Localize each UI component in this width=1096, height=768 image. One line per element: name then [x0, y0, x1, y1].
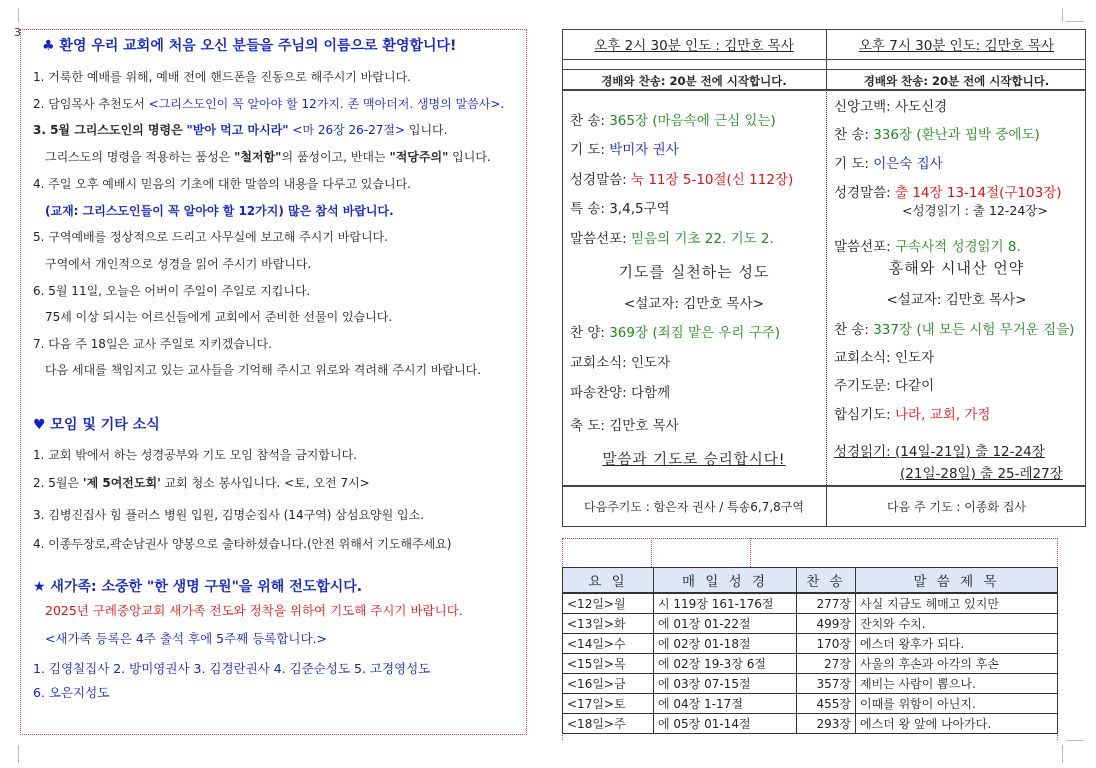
title-cell: 에스더 왕 앞에 나아가다.: [856, 714, 1058, 734]
notice-item-3: 3. 5월 그리스도인의 명령은 "받아 먹고 마시라" <마 26장 26-27절> 입니다.: [33, 123, 448, 137]
newcomer-registration: <새가족 등록은 4주 출석 후에 5주째 등록합니다.>: [45, 631, 328, 646]
reading-cell: 에 01장 01-22절: [654, 614, 797, 634]
table-row: [563, 593, 1058, 614]
next-week-pm7: 다음 주 기도 : 이종화 집사: [886, 500, 1027, 514]
notice-item-6-detail: 75세 이상 되시는 어르신들에게 교회에서 준비한 선물이 있습니다.: [45, 310, 393, 324]
title-cell: 이때를 위함이 아닌지.: [856, 694, 1058, 714]
pm2-special-song: 특 송: 3,4,5구역: [570, 201, 670, 217]
crop-mark: [1062, 8, 1063, 22]
pm7-bible-reading: 성경읽기: (14일-21일) 출 12-24장: [834, 444, 1045, 460]
crop-mark: [18, 745, 19, 763]
notice-item-5: 5. 구역예배를 정상적으로 드리고 사무실에 보고해 주시기 바랍니다.: [33, 230, 388, 244]
pm7-sermon-title: 홍해와 시내산 언약: [888, 259, 1025, 277]
reading-cell: 에 03장 07-15절: [654, 674, 797, 694]
hymn-cell: 293장: [797, 714, 856, 734]
title-cell: 사울의 후손과 아각의 후손: [856, 654, 1058, 674]
notice-item-7: 7. 다음 주 18일은 교사 주일로 지키겠습니다.: [33, 337, 272, 351]
meeting-item-4: 4. 이종두장로,곽순남권사 양봉으로 출타하셨습니다.(안전 위해서 기도해주세요): [33, 537, 452, 551]
hymn-cell: 455장: [797, 694, 856, 714]
newcomer-names: 1. 김영칠집사 2. 방미영권사 3. 김경란권사 4. 김준순성도 5. 고경영성도: [33, 661, 431, 676]
table-row: [563, 614, 1058, 634]
day-cell: <12일>월: [563, 593, 654, 614]
pm2-benediction: 축 도: 김만호 목사: [570, 418, 679, 434]
pm2-church-news: 교회소식: 인도자: [570, 355, 671, 371]
pm2-sermon-title: 기도를 실천하는 성도: [618, 263, 770, 281]
pm2-sending-song: 파송찬양: 다함께: [570, 385, 671, 401]
day-cell: <17일>토: [563, 694, 654, 714]
newcomer-names-2: 6. 오은지성도: [33, 685, 110, 700]
divider: [651, 538, 652, 567]
hymn-cell: 499장: [797, 614, 856, 634]
hymn-cell: 277장: [797, 593, 856, 614]
table-row: [563, 674, 1058, 694]
col-header-title: 말 씀 제 목: [856, 568, 1058, 594]
col-header-reading: 매 일 성 경: [654, 568, 797, 594]
pm7-hymn: 찬 송: 336장 (환난과 핍박 중에도): [834, 127, 1040, 143]
hymn-cell: 27장: [797, 654, 856, 674]
reading-cell: 에 04장 1-17절: [654, 694, 797, 714]
pm7-hymn2: 찬 송: 337장 (내 모든 시험 무거운 짐을): [834, 322, 1075, 338]
daily-bible-table: [562, 567, 1058, 734]
divider: [562, 69, 1086, 70]
pm7-church-news: 교회소식: 인도자: [834, 350, 935, 366]
pm7-preacher: <설교자: 김만호 목사>: [886, 292, 1027, 308]
table-row: [563, 714, 1058, 734]
table-row: [563, 654, 1058, 674]
pm2-closing: 말씀과 기도로 승리합시다!: [602, 452, 786, 468]
table-row: [563, 694, 1058, 714]
pm2-hymn2: 찬 양: 369장 (죄짐 맡은 우리 구주): [570, 325, 781, 341]
notice-item-5-detail: 구역에서 개인적으로 성경을 읽어 주시기 바랍니다.: [45, 257, 312, 271]
col-header-hymn: 찬 송: [797, 568, 856, 594]
pm7-reading: <성경읽기 : 출 12-24장>: [902, 203, 1048, 218]
notice-item-4: 4. 주일 오후 예배시 믿음의 기초에 대한 말씀의 내용을 다루고 있습니다.: [33, 177, 411, 191]
divider: [562, 485, 1086, 487]
pm2-notice: 경배와 찬송: 20분 전에 시작합니다.: [601, 74, 787, 88]
reading-cell: 에 02장 01-18절: [654, 634, 797, 654]
meeting-item-3: 3. 김병진집사 힘 플러스 병원 입원, 김명순집사 (14구역) 삼섬요양원 입소.: [33, 508, 425, 522]
day-cell: <14일>수: [563, 634, 654, 654]
title-cell: 사실 지금도 헤매고 있지만: [856, 593, 1058, 614]
pm7-joint-prayer: 합심기도: 나라, 교회, 가정: [834, 407, 991, 423]
page-number: 3: [14, 26, 21, 39]
crop-mark: [1066, 21, 1084, 22]
pm7-bible-reading-2: (21일-28일) 출 25-레27장: [900, 466, 1063, 482]
pm7-scripture: 성경말씀: 출 14장 13-14절(구103장): [834, 185, 1062, 201]
notice-item-1: 1. 거룩한 예배를 위해, 예배 전에 핸드폰을 진동으로 해주시기 바랍니다.: [33, 70, 411, 84]
pm2-header: 오후 2시 30분 인도 : 김만호 목사: [594, 38, 794, 54]
pm7-prayer: 기 도: 이은숙 집사: [834, 156, 943, 172]
reading-cell: 에 05장 01-14절: [654, 714, 797, 734]
daily-table-top-border: [562, 538, 1058, 565]
col-header-day: 요 일: [563, 568, 654, 594]
hymn-cell: 357장: [797, 674, 856, 694]
pm7-notice: 경배와 찬송: 20분 전에 시작합니다.: [863, 74, 1050, 88]
title-cell: 제비는 사람이 뽑으나.: [856, 674, 1058, 694]
notice-item-2: 2. 담임목사 추천도서 <그리스도인이 꼭 알아야 할 12가지. 존 맥아더저. 생명의 말씀사>.: [33, 97, 505, 111]
day-cell: <16일>금: [563, 674, 654, 694]
notice-item-4-detail: (교재: 그리스도인들이 꼭 알아야 할 12가지) 많은 참석 바랍니다.: [45, 204, 394, 218]
meeting-heading: ♥ 모임 및 기타 소식: [33, 417, 160, 433]
title-cell: 잔치와 수치.: [856, 614, 1058, 634]
pm2-preacher: <설교자: 김만호 목사>: [623, 296, 765, 312]
meeting-item-1: 1. 교회 밖에서 하는 성경공부와 기도 모임 참석을 금지합니다.: [33, 448, 357, 462]
table-row: [563, 634, 1058, 654]
day-cell: <18일>주: [563, 714, 654, 734]
crop-mark: [1062, 745, 1063, 763]
pm2-scripture: 성경말씀: 눅 11장 5-10절(신 112장): [570, 172, 794, 188]
divider: [562, 89, 1086, 91]
pm7-creed: 신앙고백: 사도신경: [834, 99, 948, 115]
crop-mark: [1066, 740, 1084, 741]
divider: [750, 538, 751, 567]
day-cell: <13일>화: [563, 614, 654, 634]
next-week-pm2: 다음주기도 : 함은자 권사 / 특송6,7,8구역: [584, 500, 804, 514]
pm7-lords-prayer: 주기도문: 다같이: [834, 378, 935, 394]
hymn-cell: 170장: [797, 634, 856, 654]
welcome-heading: ♣ 환영 우리 교회에 처음 오신 분들을 주님의 이름으로 환영합니다!: [42, 38, 457, 54]
notice-item-3-detail: 그리스도의 명령을 적용하는 품성은 "철저함"의 품성이고, 반대는 "적당주의" 입니다.: [45, 150, 491, 164]
day-cell: <15일>목: [563, 654, 654, 674]
reading-cell: 에 02장 19-3장 6절: [654, 654, 797, 674]
meeting-item-2: 2. 5월은 '제 5여전도회' 교회 청소 봉사입니다. <토, 오전 7시>: [33, 476, 370, 490]
pm2-prayer: 기 도: 박미자 권사: [570, 142, 679, 158]
notice-item-7-detail: 다음 세대를 책임지고 있는 교사들을 기억해 주시고 위로와 격려해 주시기 바랍니다.: [45, 363, 482, 377]
title-cell: 에스더 왕후가 되다.: [856, 634, 1058, 654]
newcomer-prayer: 2025년 구례중앙교회 새가족 전도와 정착을 위하여 기도해 주시기 바랍니다.: [45, 603, 463, 618]
newcomer-heading: ★ 새가족: 소중한 "한 생명 구원"을 위해 전도합시다.: [33, 579, 363, 595]
pm2-sermon: 말씀선포: 믿음의 기초 22. 기도 2.: [570, 231, 774, 247]
pm7-sermon: 말씀선포: 구속사적 성경읽기 8.: [834, 239, 1021, 255]
divider: [562, 59, 1086, 60]
notice-item-6: 6. 5월 11일, 오늘은 어버이 주일이 주일로 지킵니다.: [33, 284, 311, 298]
pm7-header: 오후 7시 30분 인도: 김만호 목사: [858, 38, 1055, 54]
crop-mark: [18, 8, 19, 22]
reading-cell: 시 119장 161-176절: [654, 593, 797, 614]
pm2-hymn: 찬 송: 365장 (마음속에 근심 있는): [570, 113, 776, 129]
